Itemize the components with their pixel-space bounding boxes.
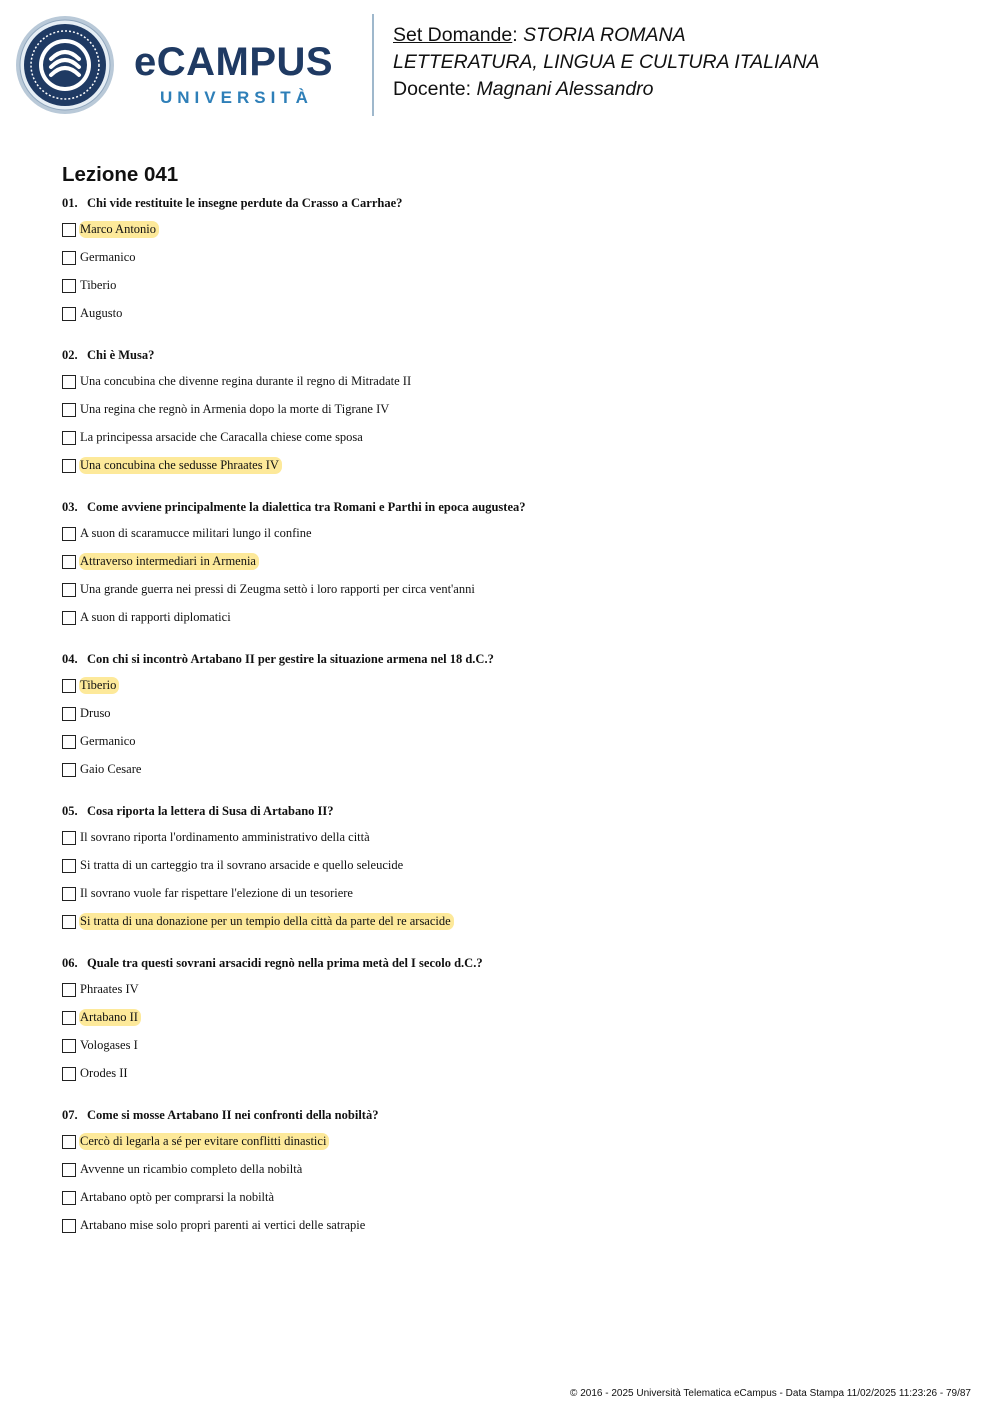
question-number: 01. (62, 196, 78, 210)
question-text (62, 194, 962, 221)
course-line1: STORIA ROMANA (523, 24, 686, 46)
correct-answer-label: Una concubina che sedusse Phraates IV (79, 457, 282, 474)
answer-option[interactable] (62, 249, 962, 277)
answer-checkbox[interactable] (62, 1219, 76, 1233)
answer-option[interactable] (62, 1009, 962, 1037)
question-2 (62, 346, 962, 485)
correct-answer-label: Tiberio (79, 677, 119, 694)
answer-option[interactable] (62, 981, 962, 1009)
question-text (62, 498, 962, 525)
question-label: Come avviene principalmente la dialettica tra Romani e Parthi in epoca augustea? (87, 500, 526, 514)
answer-option[interactable] (62, 857, 962, 885)
answer-label: A suon di rapporti diplomatici (80, 610, 231, 624)
page-footer: © 2016 - 2025 Università Telematica eCampus - Data Stampa 11/02/2025 11:23:26 - 79/87 (570, 1388, 971, 1399)
answer-checkbox[interactable] (62, 527, 76, 541)
answer-checkbox[interactable] (62, 1163, 76, 1177)
answer-option[interactable] (62, 1189, 962, 1217)
answer-checkbox[interactable] (62, 459, 76, 473)
answer-label: Augusto (80, 306, 123, 320)
header-info (393, 22, 820, 103)
answer-label: Gaio Cesare (80, 762, 142, 776)
answer-option[interactable] (62, 457, 962, 485)
answer-label: La principessa arsacide che Caracalla chiese come sposa (80, 430, 363, 444)
question-number: 03. (62, 500, 78, 514)
ecampus-seal-logo-icon (15, 15, 115, 115)
question-text (62, 1106, 962, 1133)
question-6 (62, 954, 962, 1093)
answer-option[interactable] (62, 761, 962, 789)
answer-label: Orodes II (80, 1066, 128, 1080)
answer-option[interactable] (62, 1037, 962, 1065)
lesson-title: Lezione 041 (62, 163, 179, 186)
question-label: Cosa riporta la lettera di Susa di Artabano II? (87, 804, 334, 818)
answer-option[interactable] (62, 1065, 962, 1093)
question-label: Come si mosse Artabano II nei confronti della nobiltà? (87, 1108, 379, 1122)
answer-option[interactable] (62, 1161, 962, 1189)
course-line2: LETTERATURA, LINGUA E CULTURA ITALIANA (393, 51, 820, 73)
answer-option[interactable] (62, 581, 962, 609)
teacher-label: Docente: (393, 78, 477, 100)
answer-option[interactable] (62, 373, 962, 401)
answer-option[interactable] (62, 885, 962, 913)
answer-checkbox[interactable] (62, 983, 76, 997)
answer-checkbox[interactable] (62, 583, 76, 597)
question-label: Con chi si incontrò Artabano II per gestire la situazione armena nel 18 d.C.? (87, 652, 494, 666)
set-line (393, 22, 820, 49)
correct-answer-label: Attraverso intermediari in Armenia (79, 553, 259, 570)
answer-label: Artabano optò per comprarsi la nobiltà (80, 1190, 275, 1204)
ecampus-wordmark (130, 40, 360, 115)
answer-label: Artabano mise solo propri parenti ai vertici delle satrapie (80, 1218, 366, 1232)
answer-option[interactable] (62, 401, 962, 429)
question-number: 04. (62, 652, 78, 666)
set-label: Set Domande (393, 24, 513, 46)
correct-answer-label: Si tratta di una donazione per un tempio della città da parte del re arsacide (79, 913, 454, 930)
question-list (62, 194, 962, 1245)
brand-sub-text: UNIVERSITÀ (160, 88, 313, 107)
answer-checkbox[interactable] (62, 763, 76, 777)
question-5 (62, 802, 962, 941)
correct-answer-label: Cercò di legarla a sé per evitare conflitti dinastici (79, 1133, 329, 1150)
answer-checkbox[interactable] (62, 887, 76, 901)
question-text (62, 346, 962, 373)
question-text (62, 802, 962, 829)
answer-checkbox[interactable] (62, 1191, 76, 1205)
answer-option[interactable] (62, 525, 962, 553)
question-label: Chi è Musa? (87, 348, 155, 362)
question-number: 07. (62, 1108, 78, 1122)
answer-checkbox[interactable] (62, 831, 76, 845)
teacher-line (393, 76, 820, 103)
answer-option[interactable] (62, 305, 962, 333)
answer-label: Germanico (80, 250, 136, 264)
question-text (62, 650, 962, 677)
answer-label: A suon di scaramucce militari lungo il confine (80, 526, 312, 540)
question-4 (62, 650, 962, 789)
correct-answer-label: Artabano II (79, 1009, 141, 1026)
answer-label: Avvenne un ricambio completo della nobiltà (80, 1162, 303, 1176)
answer-checkbox[interactable] (62, 707, 76, 721)
answer-checkbox[interactable] (62, 735, 76, 749)
answer-option[interactable] (62, 1133, 962, 1161)
answer-label: Una grande guerra nei pressi di Zeugma settò i loro rapporti per circa vent'anni (80, 582, 475, 596)
answer-label: Tiberio (80, 278, 117, 292)
question-number: 02. (62, 348, 78, 362)
question-label: Chi vide restituite le insegne perdute da Crasso a Carrhae? (87, 196, 403, 210)
answer-option[interactable] (62, 221, 962, 249)
answer-checkbox[interactable] (62, 611, 76, 625)
answer-option[interactable] (62, 733, 962, 761)
answer-option[interactable] (62, 913, 962, 941)
answer-checkbox[interactable] (62, 1039, 76, 1053)
question-label: Quale tra questi sovrani arsacidi regnò nella prima metà del I secolo d.C.? (87, 956, 483, 970)
answer-checkbox[interactable] (62, 555, 76, 569)
answer-option[interactable] (62, 553, 962, 581)
answer-option[interactable] (62, 829, 962, 857)
question-7 (62, 1106, 962, 1245)
answer-label: Una concubina che divenne regina durante il regno di Mitradate II (80, 374, 412, 388)
answer-label: Vologases I (80, 1038, 138, 1052)
answer-checkbox[interactable] (62, 403, 76, 417)
answer-label: Druso (80, 706, 111, 720)
set-separator: : (512, 24, 524, 46)
answer-option[interactable] (62, 677, 962, 705)
answer-checkbox[interactable] (62, 307, 76, 321)
answer-checkbox[interactable] (62, 1135, 76, 1149)
answer-option[interactable] (62, 1217, 962, 1245)
answer-checkbox[interactable] (62, 859, 76, 873)
teacher-name: Magnani Alessandro (476, 78, 654, 100)
answer-checkbox[interactable] (62, 375, 76, 389)
brand-main-text: eCAMPUS (134, 40, 334, 84)
page-header (0, 0, 1000, 130)
answer-checkbox[interactable] (62, 279, 76, 293)
question-set (62, 160, 962, 1258)
answer-checkbox[interactable] (62, 431, 76, 445)
answer-checkbox[interactable] (62, 223, 76, 237)
answer-label: Il sovrano riporta l'ordinamento amministrativo della città (80, 830, 370, 844)
answer-option[interactable] (62, 277, 962, 305)
answer-label: Phraates IV (80, 982, 139, 996)
answer-label: Si tratta di un carteggio tra il sovrano arsacide e quello seleucide (80, 858, 404, 872)
answer-label: Una regina che regnò in Armenia dopo la morte di Tigrane IV (80, 402, 390, 416)
answer-checkbox[interactable] (62, 1011, 76, 1025)
answer-checkbox[interactable] (62, 1067, 76, 1081)
question-number: 06. (62, 956, 78, 970)
answer-checkbox[interactable] (62, 679, 76, 693)
answer-checkbox[interactable] (62, 251, 76, 265)
question-text (62, 954, 962, 981)
correct-answer-label: Marco Antonio (79, 221, 159, 238)
answer-option[interactable] (62, 429, 962, 457)
question-1 (62, 194, 962, 333)
answer-option[interactable] (62, 609, 962, 637)
question-number: 05. (62, 804, 78, 818)
header-divider (372, 14, 374, 116)
answer-label: Il sovrano vuole far rispettare l'elezione di un tesoriere (80, 886, 353, 900)
answer-checkbox[interactable] (62, 915, 76, 929)
answer-label: Germanico (80, 734, 136, 748)
answer-option[interactable] (62, 705, 962, 733)
question-3 (62, 498, 962, 637)
